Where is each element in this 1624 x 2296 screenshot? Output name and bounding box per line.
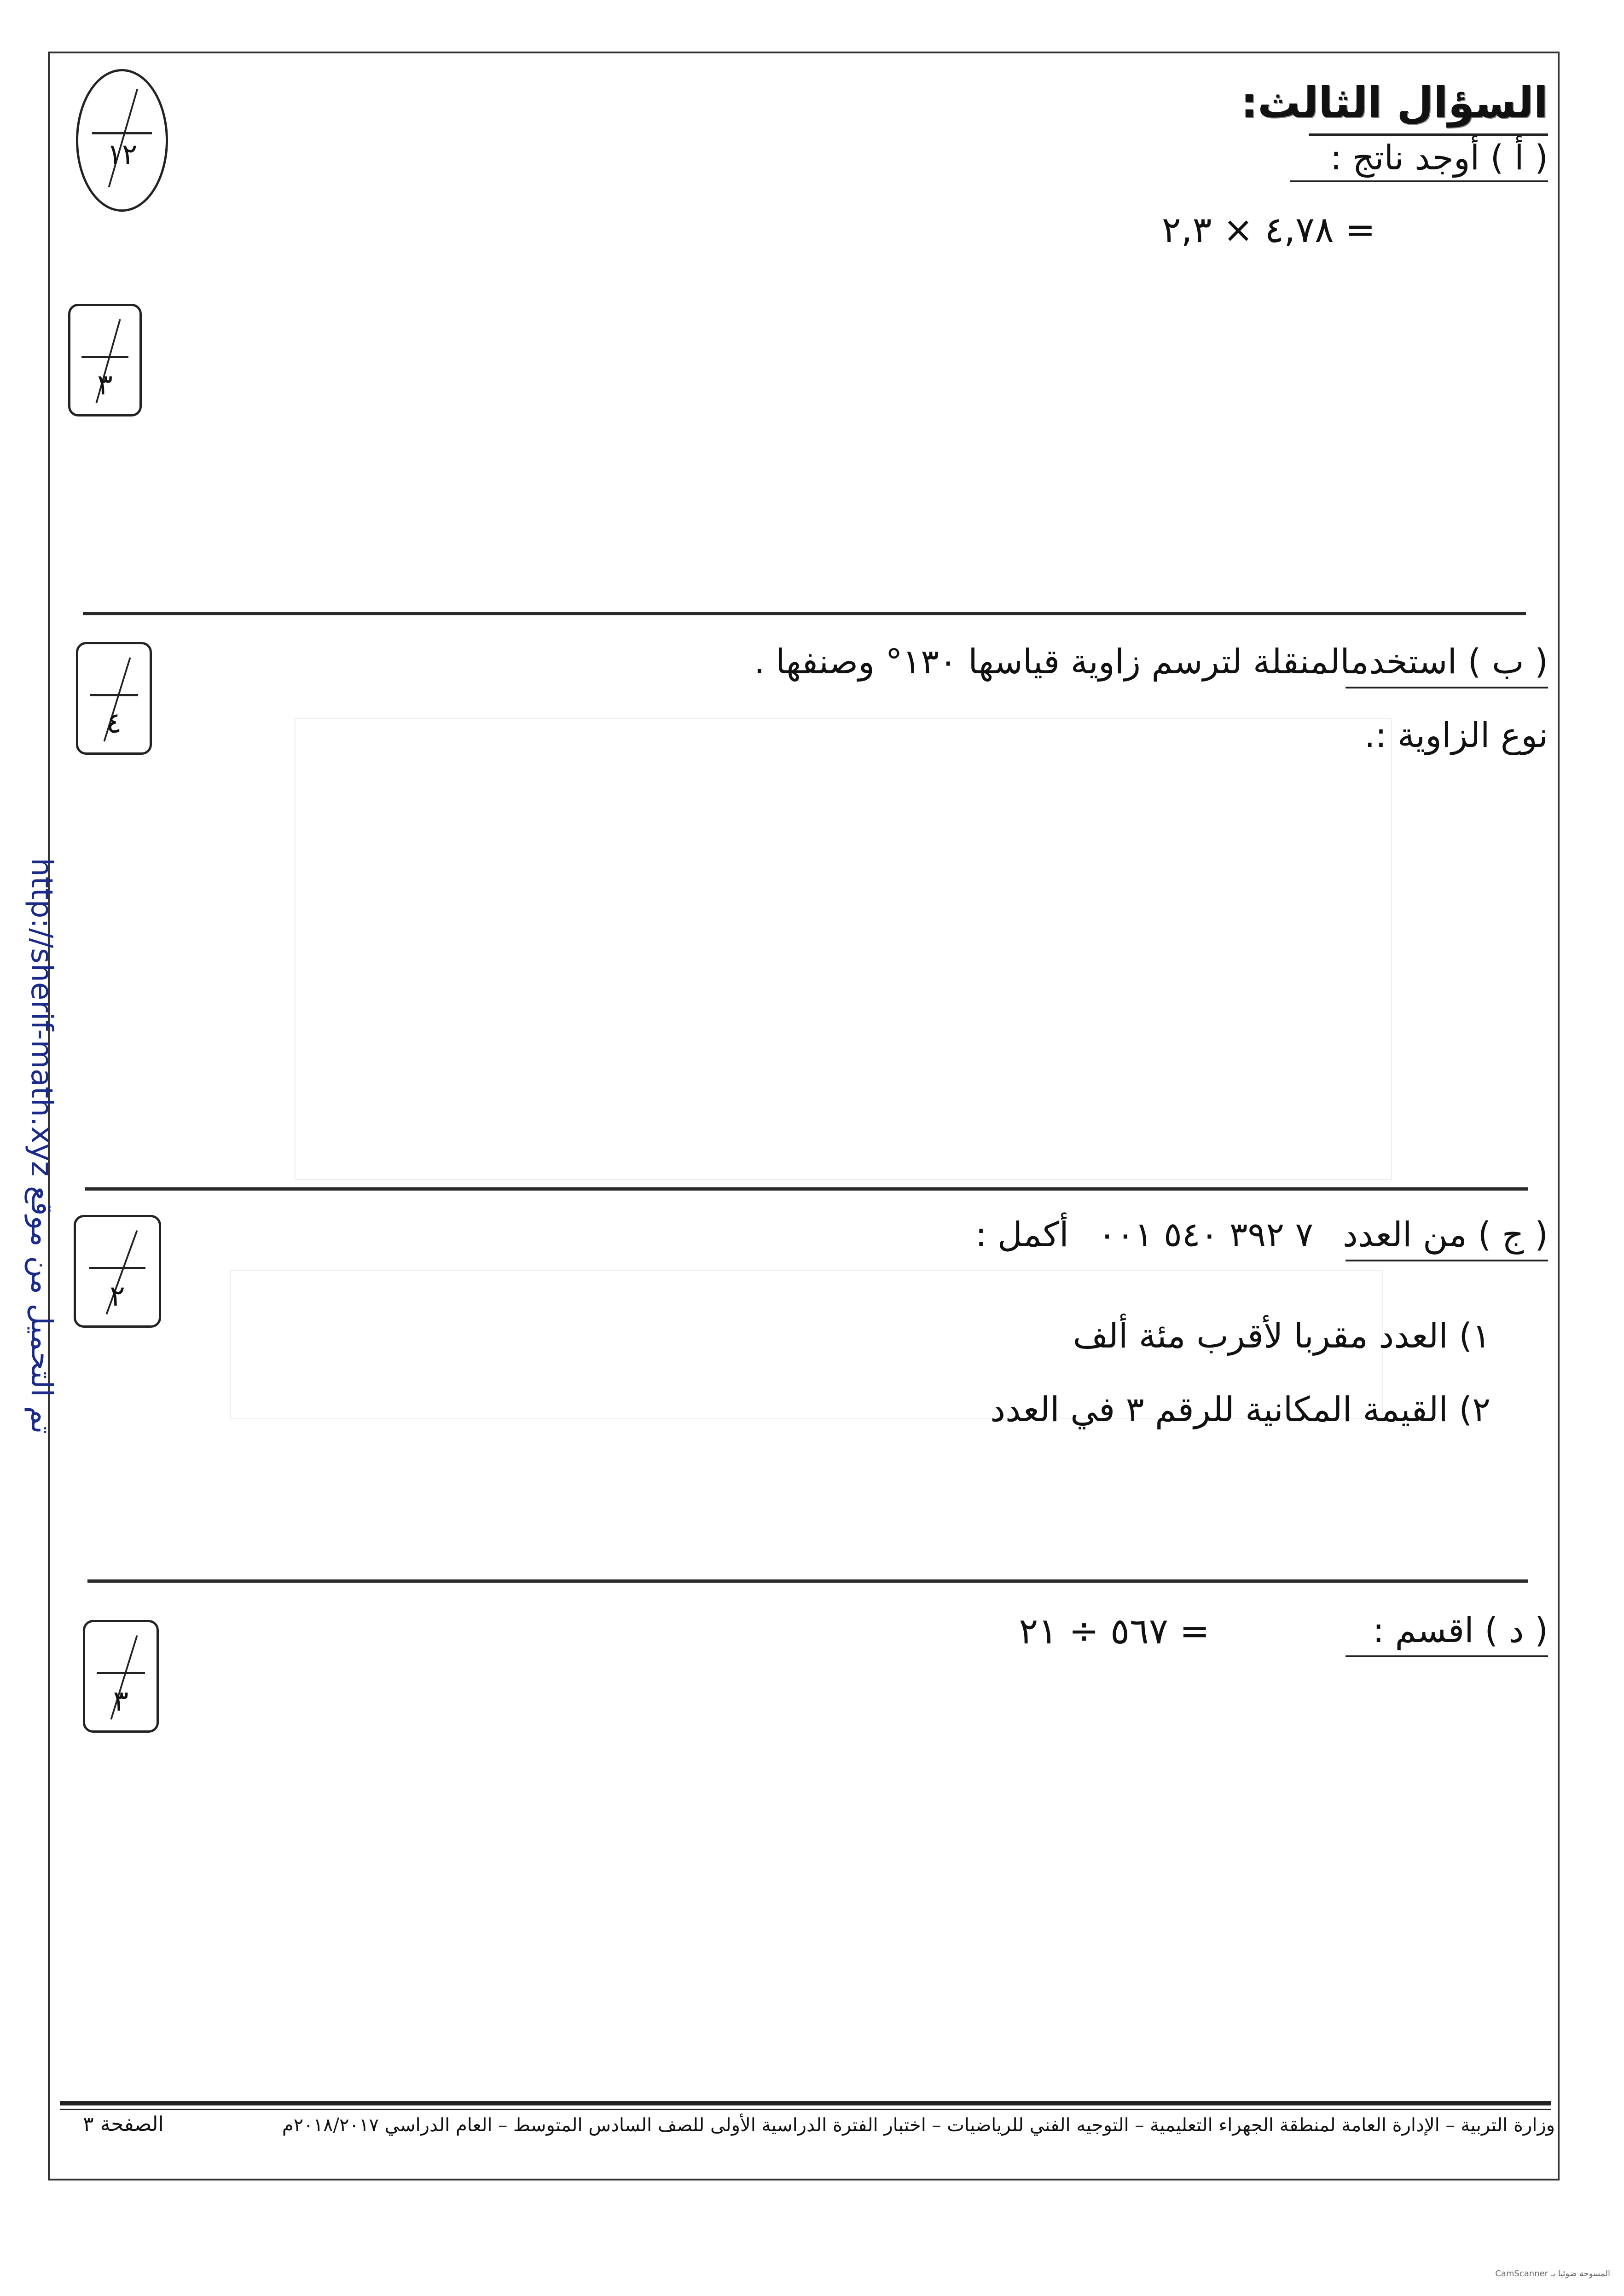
total-score-value: ١٢ [106, 137, 138, 171]
score-fraction-line [81, 356, 128, 358]
scan-artifact [295, 718, 1392, 1180]
score-fraction-line [89, 1267, 145, 1269]
footer-page-number: الصفحة ٣ [83, 2112, 164, 2136]
part-c-label [975, 1215, 1548, 1255]
part-c-item-2: ٢) القيمة المكانية للرقم ٣ في العدد [990, 1390, 1491, 1429]
footer-rule-thin [60, 2109, 1551, 2110]
part-b-underline [1346, 687, 1548, 688]
part-a-score-box [68, 304, 142, 416]
part-b-score-box [76, 642, 152, 755]
part-c-underline [1346, 1260, 1548, 1261]
footer-rule-thick [60, 2101, 1551, 2105]
watermark-text: تم التحميل من موقع http://sherif-math.xyz [24, 858, 58, 1434]
part-a-label: ( أ ) أوجد ناتج : [1330, 138, 1548, 178]
part-b-angle-type-label: نوع الزاوية :. [1364, 716, 1548, 755]
part-b-label-rest: المنقلة لترسم زاوية قياسها ١٣٠° وصنفها . [754, 642, 1351, 682]
section-divider [83, 612, 1526, 615]
part-d-score-box [83, 1620, 159, 1733]
part-c-label-suffix: أكمل : [975, 1215, 1069, 1255]
part-c-score-value: ٢ [110, 1278, 125, 1313]
part-a-score-value: ٣ [97, 367, 113, 401]
total-score-oval [76, 69, 168, 212]
part-b-label-verb: استخدم [1350, 642, 1457, 682]
part-b-label-prefix: ( ب ) [1467, 642, 1548, 682]
score-fraction-line [90, 694, 138, 696]
part-d-underline [1346, 1655, 1548, 1657]
part-b-score-value: ٤ [106, 706, 122, 740]
part-d-label: ( د ) اقسم : [1373, 1611, 1548, 1650]
scanner-note: CamScanner المسوحة ضوئيا بـ [1495, 2269, 1610, 2279]
part-c-score-box [74, 1215, 161, 1328]
part-d-expression: ٥٦٧ ÷ ٢١ = [1019, 1611, 1210, 1652]
part-a-underline [1290, 180, 1548, 182]
section-divider [85, 1187, 1528, 1191]
heading-underline [1309, 133, 1548, 136]
part-c-number: ٧ ٣٩٢ ٥٤٠ ٠٠١ [1098, 1215, 1314, 1255]
part-d-score-value: ٣ [113, 1683, 129, 1718]
part-b-label [754, 642, 1548, 682]
part-a-expression: ٤,٧٨ × ٢,٣ = [1161, 209, 1375, 251]
score-fraction-line [97, 1672, 145, 1674]
watermark [14, 847, 69, 1445]
part-c-label-prefix: ( ج ) من العدد [1342, 1215, 1548, 1255]
score-fraction-line [92, 132, 151, 134]
part-c-item-1: ١) العدد مقربا لأقرب مئة ألف [1073, 1316, 1491, 1356]
question-heading: السؤال الثالث: [1241, 78, 1548, 127]
footer-text: وزارة التربية – الإدارة العامة لمنطقة الجهراء التعليمية – التوجيه الفني للرياضيات – اختبار الفترة الدراسية الأولى للصف السادس المتوسط – العام الدراسي ٢٠١٨/٢٠١٧م [282, 2115, 1555, 2136]
section-divider [87, 1579, 1528, 1583]
